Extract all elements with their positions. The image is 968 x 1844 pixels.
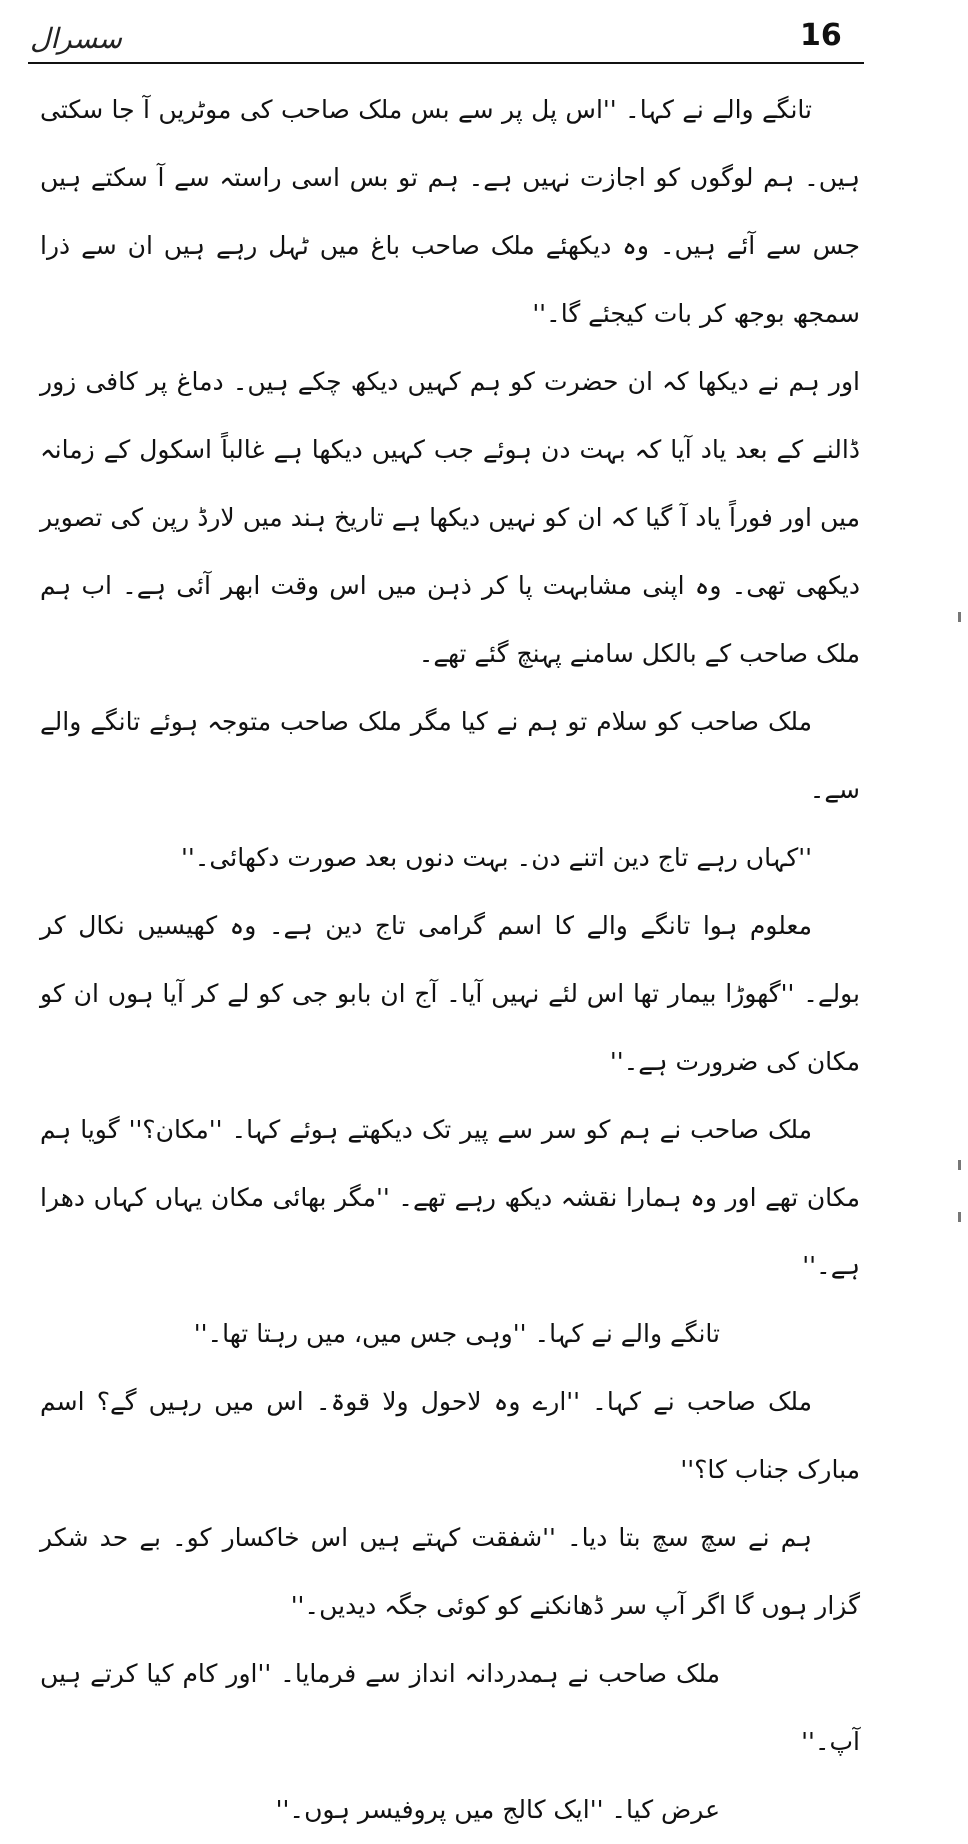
paragraph: اور ہم نے دیکھا کہ ان حضرت کو ہم کہیں دیکھ چکے ہیں۔ دماغ پر کافی زور ڈالنے کے بعد یاد آیا کہ بہت دن ہوئے جب کہیں دیکھا ہے غالباً اسکول کے زمانہ میں اور فوراً یاد آ گیا کہ ان کو نہیں دیکھا ہے تاریخ ہند میں لارڈ رپن کی تصویر دیکھی تھی۔ وہ اپنی مشابہت پا کر ذہن میں اس وقت ابھر آئی ہے۔ اب ہم ملک صاحب کے بالکل سامنے پہنچ گئے تھے۔ xyxy=(40,367,860,668)
paragraph: تانگے والے نے کہا۔ ''اس پل پر سے بس ملک صاحب کی موٹریں آ جا سکتی ہیں۔ ہم لوگوں کو اجازت نہیں ہے۔ ہم تو بس اسی راستہ سے آ سکتے ہیں جس سے آئے ہیں۔ وہ دیکھئے ملک صاحب باغ میں ٹہل رہے ہیں ان سے ذرا سمجھ بوجھ کر بات کیجئے گا۔'' xyxy=(40,95,860,328)
paragraph: ملک صاحب کو سلام تو ہم نے کیا مگر ملک صاحب متوجہ ہوئے تانگے والے سے۔ xyxy=(40,707,860,804)
running-title: سسرال xyxy=(30,22,123,55)
scan-speck xyxy=(958,1160,961,1170)
paragraph: ملک صاحب نے ہمدردانہ انداز سے فرمایا۔ ''اور کام کیا کرتے ہیں آپ۔'' xyxy=(40,1659,860,1756)
body-text xyxy=(40,76,860,1844)
scan-speck xyxy=(958,1212,961,1222)
paragraph: معلوم ہوا تانگے والے کا اسم گرامی تاج دین ہے۔ وہ کھیسیں نکال کر بولے۔ ''گھوڑا بیمار تھا اس لئے نہیں آیا۔ آج ان بابو جی کو لے کر آیا ہوں ان کو مکان کی ضرورت ہے۔'' xyxy=(40,911,860,1076)
paragraph: ملک صاحب نے کہا۔ ''ارے وہ لاحول ولا قوۃ۔ اس میں رہیں گے؟ اسم مبارک جناب کا؟'' xyxy=(40,1387,860,1484)
paragraph: ہم نے سچ سچ بتا دیا۔ ''شفقت کہتے ہیں اس خاکسار کو۔ بے حد شکر گزار ہوں گا اگر آپ سر ڈھانکنے کو کوئی جگہ دیدیں۔'' xyxy=(40,1523,860,1620)
paragraph: ''کہاں رہے تاج دین اتنے دن۔ بہت دنوں بعد صورت دکھائی۔'' xyxy=(181,843,812,872)
paragraph: تانگے والے نے کہا۔ ''وہی جس میں، میں رہتا تھا۔'' xyxy=(193,1319,720,1348)
header-rule xyxy=(28,62,864,64)
paragraph: عرض کیا۔ ''ایک کالج میں پروفیسر ہوں۔'' xyxy=(275,1795,720,1824)
scan-speck xyxy=(958,612,961,622)
page-number: 16 xyxy=(800,18,842,53)
paragraph: ملک صاحب نے ہم کو سر سے پیر تک دیکھتے ہوئے کہا۔ ''مکان؟'' گویا ہم مکان تھے اور وہ ہمارا نقشہ دیکھ رہے تھے۔ ''مگر بھائی مکان یہاں کہاں دھرا ہے۔'' xyxy=(40,1115,860,1280)
